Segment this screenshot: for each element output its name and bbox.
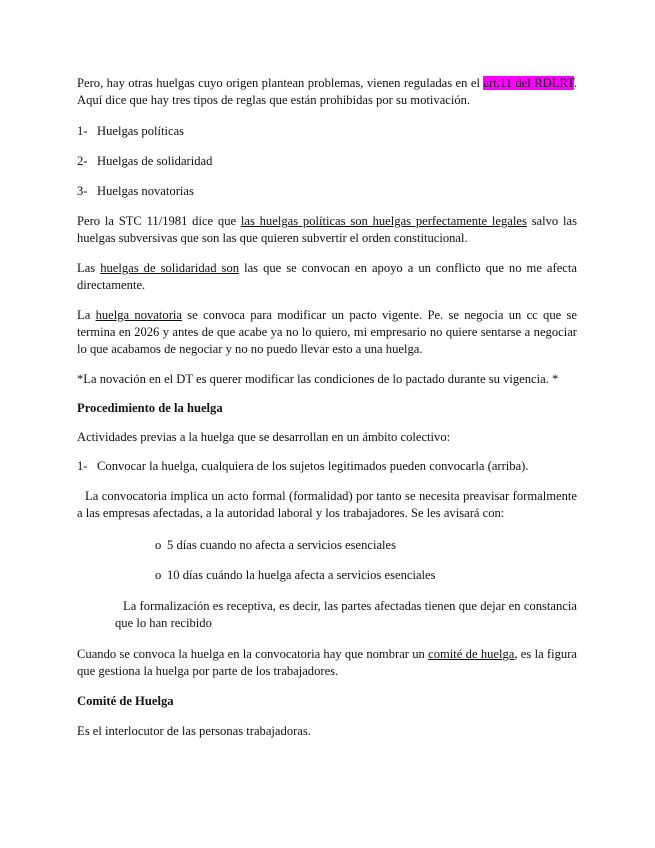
solidaridad-after: las que se convocan en apoyo a un conflicto que no me afecta directamente.: [77, 261, 577, 292]
plazo-text: 5 días cuando no afecta a servicios esenciales: [167, 538, 397, 552]
formalizacion-paragraph: La formalización es receptiva, es decir, las partes afectadas tienen que dejar en constancia que lo han recibido: [115, 599, 577, 630]
list-number: 3-: [77, 184, 88, 198]
step-number: 1-: [77, 459, 88, 473]
step-item: [77, 458, 577, 475]
solidaridad-underlined: huelgas de solidaridad son: [100, 261, 240, 275]
comite-intro-paragraph: [77, 646, 577, 680]
intro-text-before: Pero, hay otras huelgas cuyo origen plantean problemas, vienen reguladas en el: [77, 76, 484, 90]
novatoria-underlined: huelga novatoria: [95, 308, 182, 322]
intro-paragraph: [77, 75, 577, 109]
plazo-item: [77, 567, 577, 584]
comite-paragraph: Es el interlocutor de las personas trabajadoras.: [77, 724, 311, 738]
list-number: 2-: [77, 154, 88, 168]
actividades-paragraph: Actividades previas a la huelga que se desarrollan en un ámbito colectivo:: [77, 430, 451, 444]
list-text: Huelgas de solidaridad: [97, 154, 213, 168]
politicas-paragraph: [77, 213, 577, 247]
novatoria-paragraph: [77, 307, 577, 358]
novatoria-before: La: [77, 308, 96, 322]
novacion-note: *La novación en el DT es querer modificar las condiciones de lo pactado durante su vigencia. *: [77, 372, 559, 386]
list-text: Huelgas novatorias: [97, 184, 194, 198]
solidaridad-before: Las: [77, 261, 101, 275]
plazo-item: [77, 537, 577, 554]
comite-underlined: comité de huelga: [428, 647, 515, 661]
bullet-o: o: [155, 568, 162, 582]
politicas-after: salvo las huelgas subversivas que son las que quieren subvertir el orden constitucional.: [77, 214, 577, 245]
intro-text-after: . Aquí dice que hay tres tipos de reglas que están prohibidas por su motivación.: [77, 76, 577, 107]
politicas-underlined: las huelgas políticas son huelgas perfectamente legales: [240, 214, 527, 228]
comite-intro-before: Cuando se convoca la huelga en la convocatoria hay que nombrar un: [77, 647, 429, 661]
list-number: 1-: [77, 124, 88, 138]
list-item: [77, 183, 577, 200]
politicas-before: Pero la STC 11/1981 dice que: [77, 214, 241, 228]
procedimiento-heading: Procedimiento de la huelga: [77, 401, 223, 415]
list-text: Huelgas políticas: [97, 124, 185, 138]
bullet-o: o: [155, 538, 162, 552]
solidaridad-paragraph: [77, 260, 577, 294]
comite-intro-after: , es la figura que gestiona la huelga por parte de los trabajadores.: [77, 647, 577, 678]
document-page: [77, 75, 577, 740]
list-item: [77, 153, 577, 170]
plazo-text: 10 días cuándo la huelga afecta a servicios esenciales: [167, 568, 436, 582]
novatoria-after: se convoca para modificar un pacto vigente. Pe. se negocia un cc que se termina en 2026 y antes de que acabe ya no lo quiero, mi empresario no quiere sentarse a negociar lo que acabamos de negociar y no no puedo llevar esto a una huelga.: [77, 308, 577, 356]
formalizacion-block: [77, 598, 577, 632]
highlighted-reference: art.11 del RDLRT: [483, 76, 574, 90]
comite-heading: Comité de Huelga: [77, 694, 174, 708]
step-text: Convocar la huelga, cualquiera de los sujetos legitimados pueden convocarla (arriba).: [97, 459, 529, 473]
convocatoria-paragraph: La convocatoria implica un acto formal (formalidad) por tanto se necesita preavisar formalmente a las empresas afectadas, a la autoridad laboral y los trabajadores. Se les avisará con:: [77, 489, 577, 520]
list-item: [77, 123, 577, 140]
